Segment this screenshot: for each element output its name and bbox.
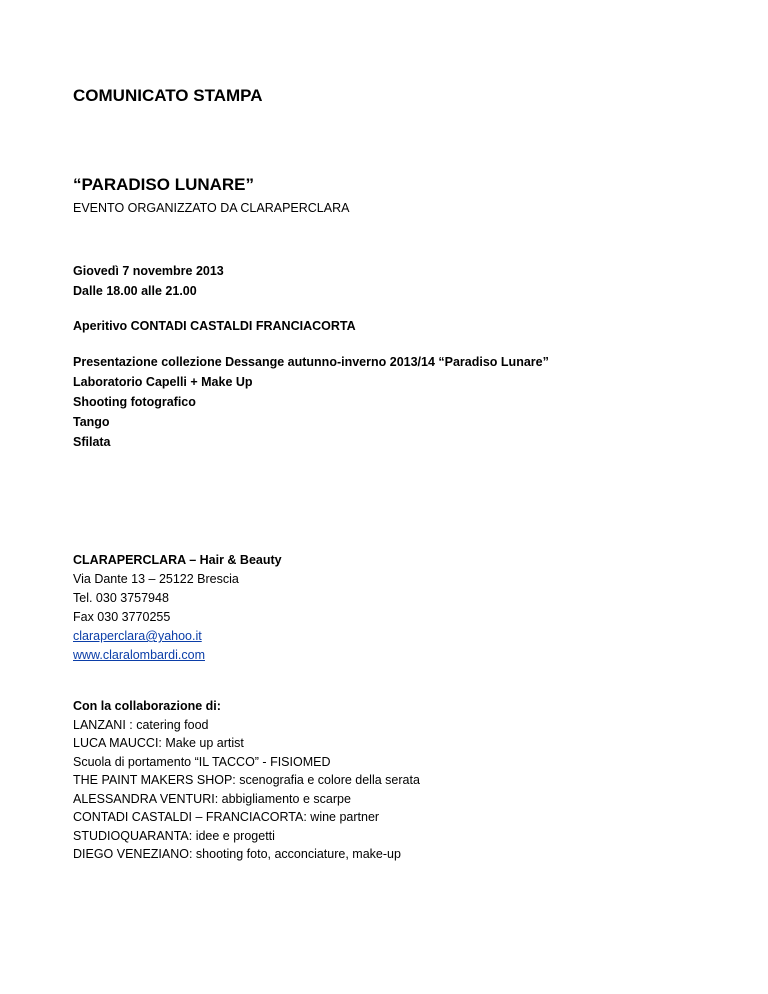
contact-website-row xyxy=(73,646,713,665)
program-item: Laboratorio Capelli + Make Up xyxy=(73,375,253,389)
page-title: COMUNICATO STAMPA xyxy=(73,86,263,105)
program-list xyxy=(73,352,713,452)
event-time: Dalle 18.00 alle 21.00 xyxy=(73,284,197,298)
contact-name: CLARAPERCLARA – Hair & Beauty xyxy=(73,553,282,567)
program-item: Tango xyxy=(73,415,110,429)
program-item: Shooting fotografico xyxy=(73,395,196,409)
aperitivo-line xyxy=(73,316,713,336)
website-link[interactable]: www.claralombardi.com xyxy=(73,648,205,662)
collaborator-item: ALESSANDRA VENTURI: abbigliamento e scarpe xyxy=(73,791,351,806)
email-link[interactable]: claraperclara@yahoo.it xyxy=(73,629,202,643)
event-organizer: EVENTO ORGANIZZATO DA CLARAPERCLARA xyxy=(73,201,350,215)
event-date: Giovedì 7 novembre 2013 xyxy=(73,264,224,278)
program-item: Presentazione collezione Dessange autunno-inverno 2013/14 “Paradiso Lunare” xyxy=(73,355,549,369)
collaborator-item: LANZANI : catering food xyxy=(73,717,209,732)
collaborator-item: CONTADI CASTALDI – FRANCIACORTA: wine partner xyxy=(73,810,380,824)
contact-address: Via Dante 13 – 25122 Brescia xyxy=(73,572,239,586)
collaboration-block xyxy=(73,697,713,864)
program-item: Sfilata xyxy=(73,435,111,449)
event-schedule xyxy=(73,261,713,301)
collaborator-item: LUCA MAUCCI: Make up artist xyxy=(73,736,244,750)
aperitivo-text: Aperitivo CONTADI CASTALDI FRANCIACORTA xyxy=(73,319,356,333)
contact-fax: Fax 030 3770255 xyxy=(73,610,171,624)
collaboration-heading: Con la collaborazione di: xyxy=(73,699,221,713)
collaborator-item: STUDIOQUARANTA: idee e progetti xyxy=(73,828,275,843)
contact-phone: Tel. 030 3757948 xyxy=(73,591,169,605)
contact-email-row xyxy=(73,627,713,646)
collaborator-item: THE PAINT MAKERS SHOP: scenografia e colore della serata xyxy=(73,773,420,787)
contact-block xyxy=(73,551,713,665)
collaborator-item: DIEGO VENEZIANO: shooting foto, acconciature, make-up xyxy=(73,847,401,861)
event-name: “PARADISO LUNARE” xyxy=(73,175,255,194)
collaborator-item: Scuola di portamento “IL TACCO” - FISIOMED xyxy=(73,754,331,769)
